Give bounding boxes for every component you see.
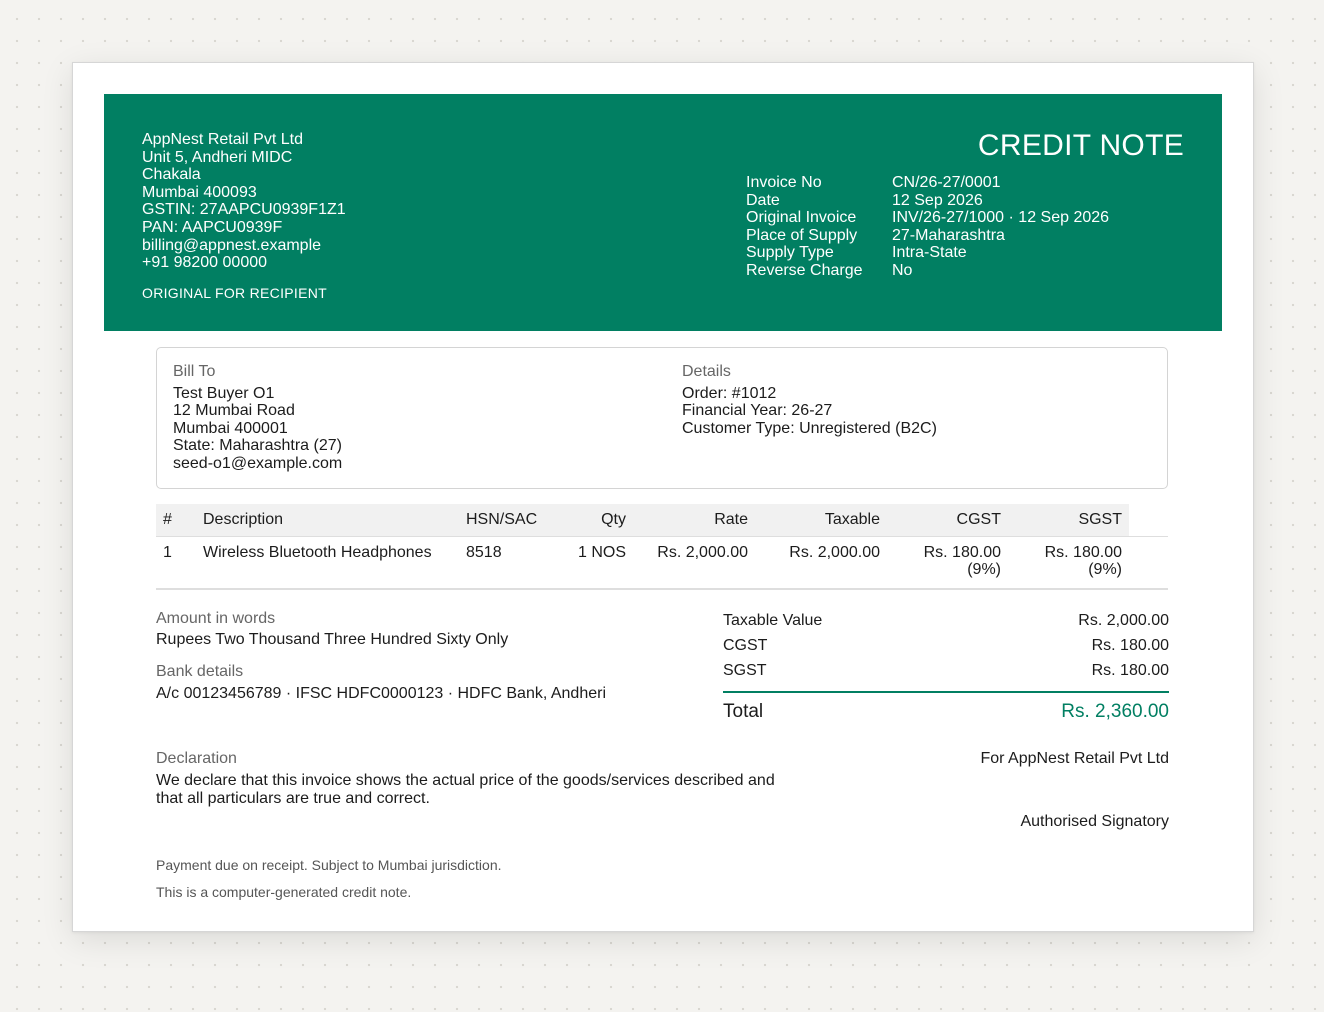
order-details-block <box>682 363 937 437</box>
item-description: Wireless Bluetooth Headphones <box>196 537 459 590</box>
column-header-rate: Rate <box>633 504 755 537</box>
grand-total-label: Total <box>723 701 764 722</box>
grand-total-row <box>723 691 1169 723</box>
buyer-address-line: Mumbai 400001 <box>173 419 288 437</box>
item-sgst <box>1008 537 1129 590</box>
header-banner <box>104 94 1222 331</box>
cgst-rate: (9%) <box>967 561 1001 578</box>
amount-in-words-value: Rupees Two Thousand Three Hundred Sixty Only <box>156 631 509 648</box>
meta-row <box>746 209 1109 227</box>
footer-note-payment: Payment due on receipt. Subject to Mumbai jurisdiction. <box>156 857 502 873</box>
declaration-line: that all particulars are true and correct. <box>156 790 430 807</box>
copy-label: ORIGINAL FOR RECIPIENT <box>142 285 327 301</box>
item-rate: Rs. 2,000.00 <box>633 537 755 590</box>
declaration-text <box>156 772 775 808</box>
meta-row <box>746 262 1109 280</box>
buyer-state: State: Maharashtra (27) <box>173 437 342 455</box>
buyer-address-line: 12 Mumbai Road <box>173 402 295 420</box>
item-cgst <box>887 537 1008 590</box>
buyer-email: seed-o1@example.com <box>173 454 343 472</box>
meta-value: INV/26-27/1000 · 12 Sep 2026 <box>892 209 1110 227</box>
column-header-taxable: Taxable <box>755 504 887 537</box>
item-taxable: Rs. 2,000.00 <box>755 537 887 590</box>
cgst-amount: Rs. 180.00 <box>923 544 1001 561</box>
meta-label: Supply Type <box>746 244 834 262</box>
totals-row <box>723 612 1169 637</box>
item-qty: 1 NOS <box>554 537 633 590</box>
column-header-cgst: CGST <box>887 504 1008 537</box>
declaration-line: We declare that this invoice shows the actual price of the goods/services described and <box>156 772 775 789</box>
meta-label: Place of Supply <box>746 226 858 244</box>
meta-row <box>746 174 1109 192</box>
totals-row <box>723 637 1169 662</box>
column-header-number: # <box>156 504 196 537</box>
column-header-hsn: HSN/SAC <box>459 504 554 537</box>
sgst-rate: (9%) <box>1088 561 1122 578</box>
footer-note-generated: This is a computer-generated credit note. <box>156 884 412 900</box>
bank-details-label: Bank details <box>156 663 244 680</box>
seller-address-line: Unit 5, Andheri MIDC <box>142 148 293 166</box>
bank-details-value: A/c 00123456789 · IFSC HDFC0000123 · HDFC Bank, Andheri <box>156 685 607 702</box>
totals-value: Rs. 2,000.00 <box>1078 612 1169 629</box>
meta-row <box>746 244 1109 262</box>
totals-value: Rs. 180.00 <box>1091 637 1169 654</box>
signatory-company: For AppNest Retail Pvt Ltd <box>980 750 1169 767</box>
meta-label: Date <box>746 191 780 209</box>
meta-value: 12 Sep 2026 <box>892 191 983 209</box>
meta-label: Reverse Charge <box>746 261 863 279</box>
row-number: 1 <box>156 537 196 590</box>
table-header-row <box>156 504 1168 537</box>
details-heading: Details <box>682 363 731 380</box>
seller-phone: +91 98200 00000 <box>142 254 268 272</box>
line-items-table <box>156 504 1168 590</box>
amount-in-words-label: Amount in words <box>156 610 276 627</box>
bill-to-heading: Bill To <box>173 363 216 380</box>
document-title: CREDIT NOTE <box>977 129 1184 162</box>
seller-address-block <box>142 131 346 272</box>
seller-pan: PAN: AAPCU0939F <box>142 218 283 236</box>
row-spacer <box>1129 537 1168 590</box>
credit-note-document <box>72 62 1254 932</box>
party-details-box <box>156 347 1168 489</box>
meta-label: Original Invoice <box>746 209 857 227</box>
order-number: Order: #1012 <box>682 384 777 402</box>
seller-email: billing@appnest.example <box>142 236 322 254</box>
item-hsn: 8518 <box>459 537 554 590</box>
declaration-label: Declaration <box>156 750 237 767</box>
seller-gstin: GSTIN: 27AAPCU0939F1Z1 <box>142 201 346 219</box>
meta-value: Intra-State <box>892 244 967 262</box>
meta-label: Invoice No <box>746 174 822 191</box>
grand-total-value: Rs. 2,360.00 <box>1061 701 1169 722</box>
totals-value: Rs. 180.00 <box>1091 662 1169 679</box>
totals-label: SGST <box>723 662 767 679</box>
totals-summary <box>723 612 1169 723</box>
meta-row <box>746 192 1109 210</box>
column-header-spacer <box>1129 504 1168 537</box>
meta-value: CN/26-27/0001 <box>892 174 1001 191</box>
bill-to-block <box>173 363 342 473</box>
customer-type: Customer Type: Unregistered (B2C) <box>682 419 937 437</box>
table-row <box>156 537 1168 590</box>
meta-value: No <box>892 261 913 279</box>
sgst-amount: Rs. 180.00 <box>1044 544 1122 561</box>
invoice-meta <box>746 174 1109 280</box>
signatory-label: Authorised Signatory <box>1020 813 1169 830</box>
meta-value: 27-Maharashtra <box>892 226 1005 244</box>
column-header-qty: Qty <box>554 504 633 537</box>
seller-name: AppNest Retail Pvt Ltd <box>142 131 303 148</box>
financial-year: Financial Year: 26-27 <box>682 402 833 420</box>
totals-row <box>723 662 1169 687</box>
seller-address-line: Mumbai 400093 <box>142 183 257 201</box>
meta-row <box>746 227 1109 245</box>
seller-address-line: Chakala <box>142 166 201 184</box>
buyer-name: Test Buyer O1 <box>173 384 275 402</box>
column-header-sgst: SGST <box>1008 504 1129 537</box>
totals-label: Taxable Value <box>723 612 823 629</box>
column-header-description: Description <box>196 504 459 537</box>
totals-label: CGST <box>723 637 768 654</box>
